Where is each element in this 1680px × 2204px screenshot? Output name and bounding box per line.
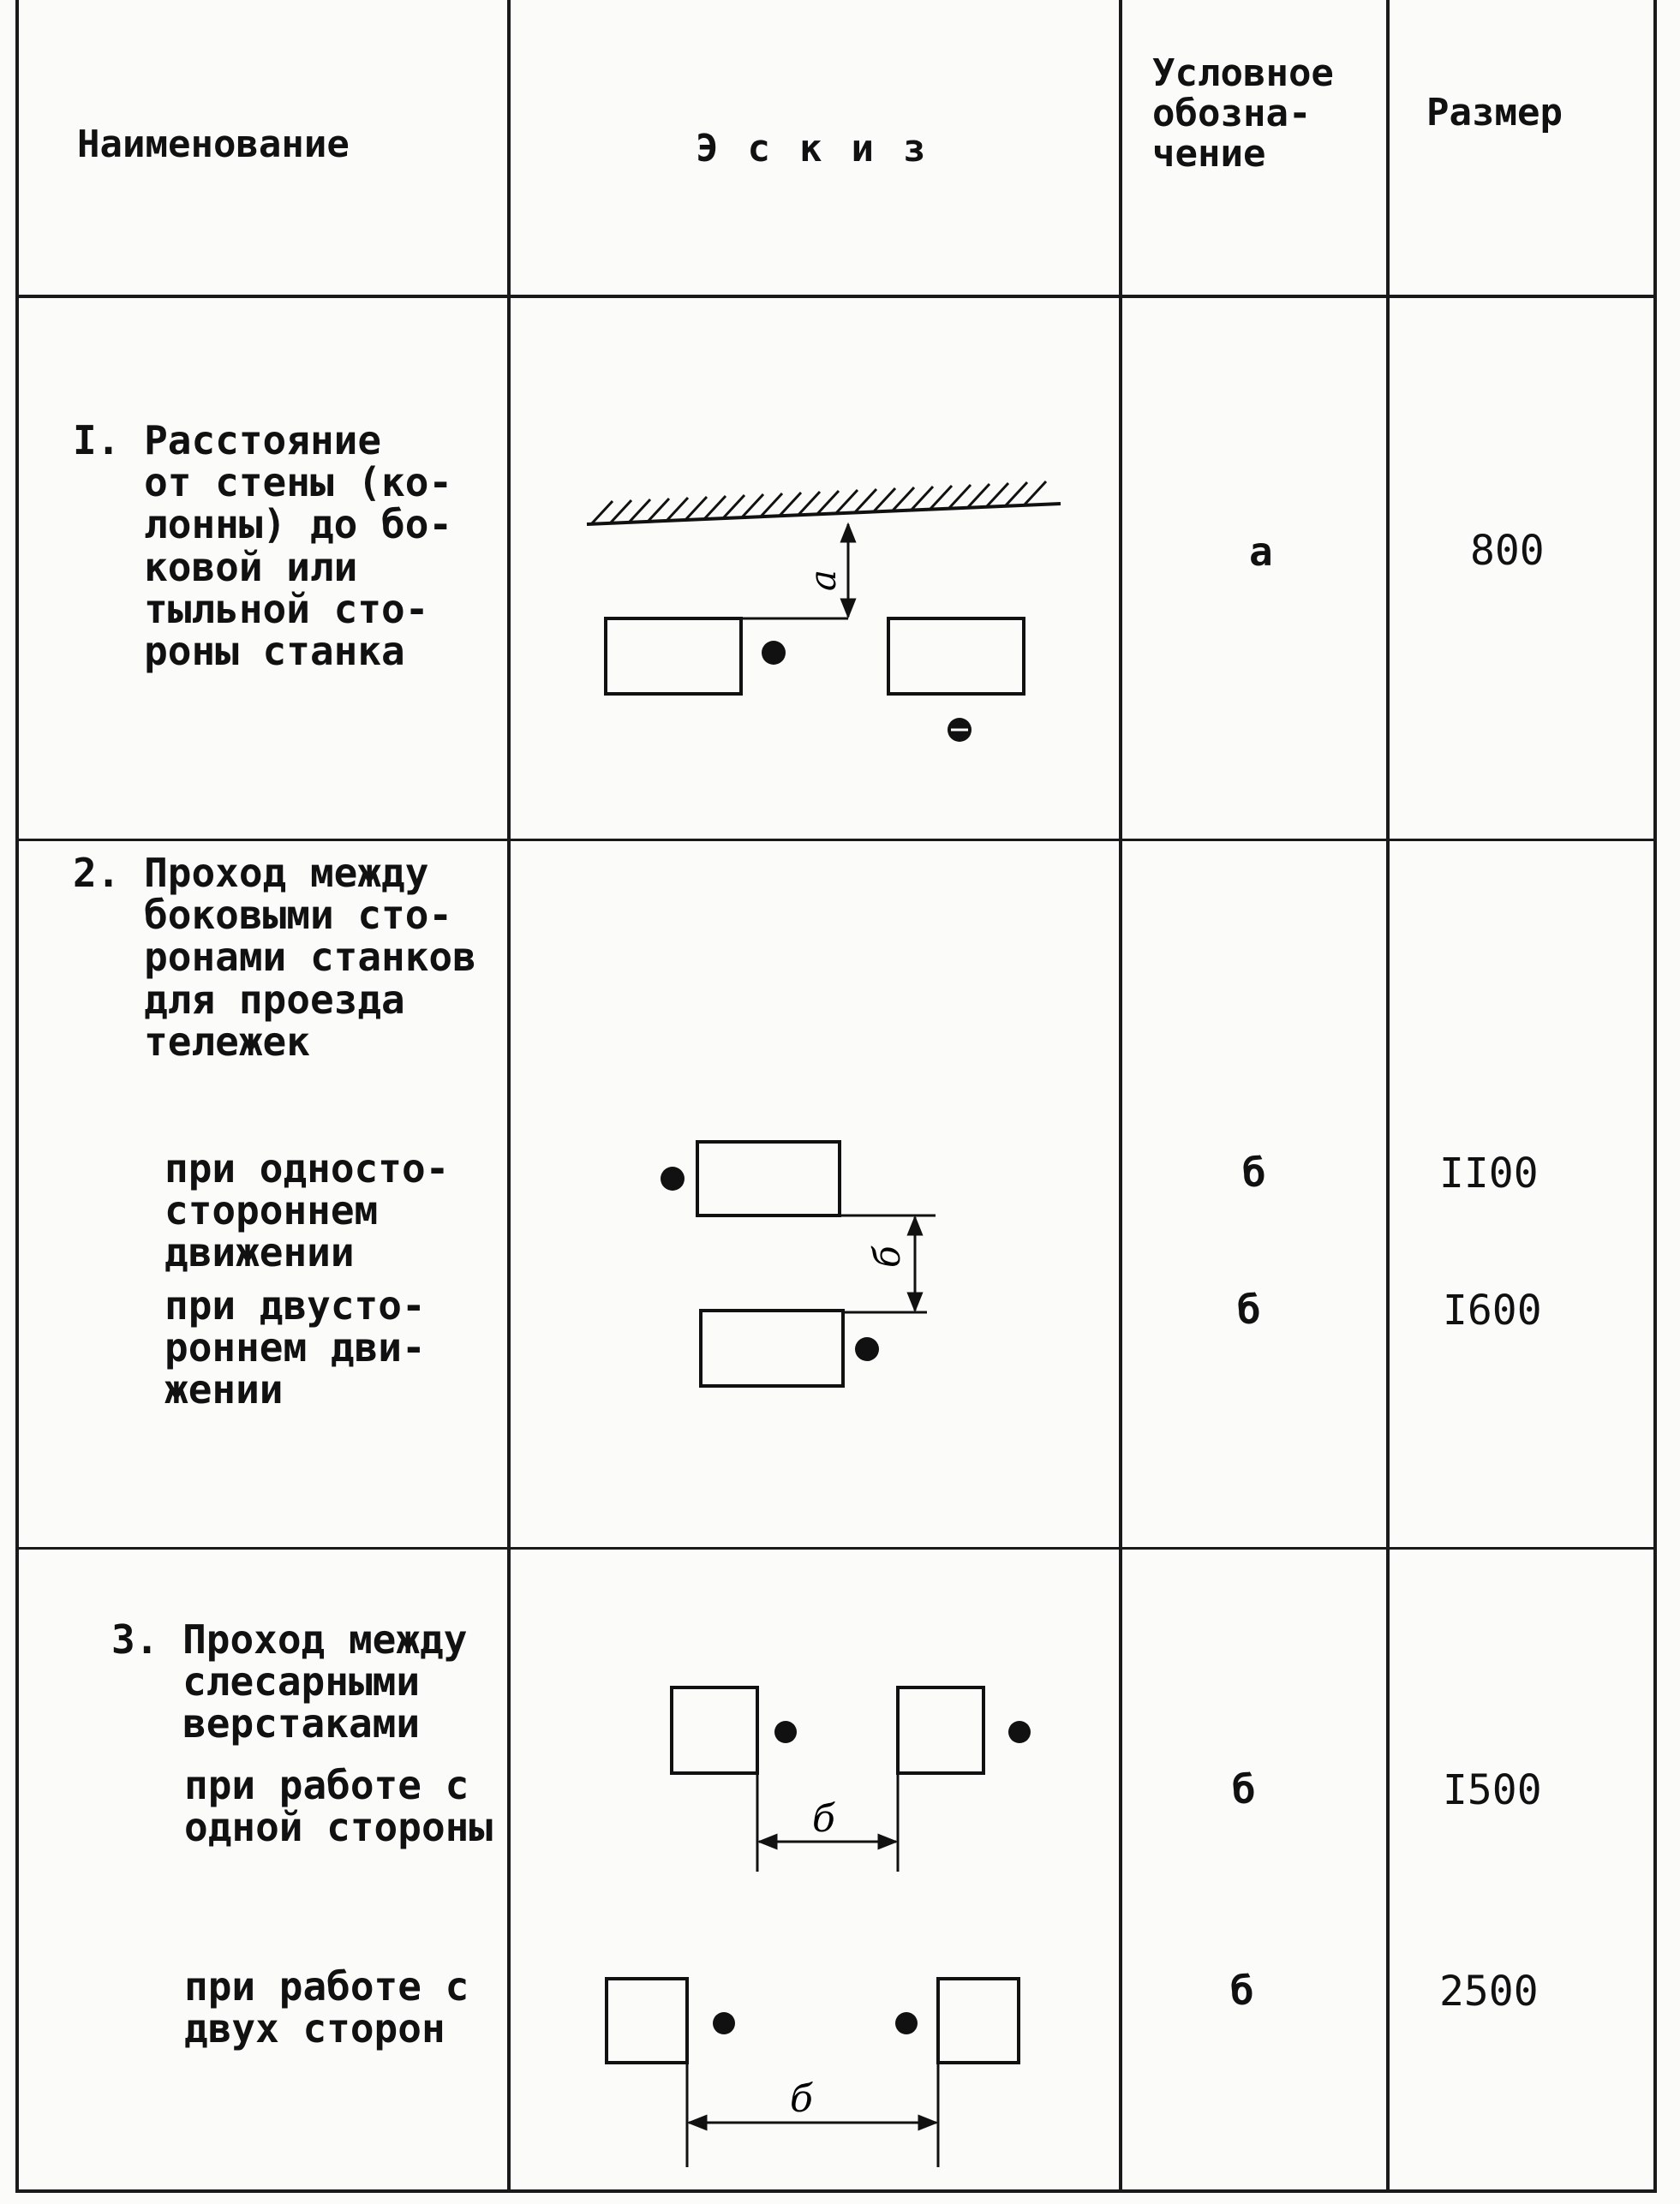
row2-sub1-size: II00 — [1439, 1150, 1539, 1198]
row2-sub1-label: при односто- стороннем движении — [164, 1145, 450, 1276]
machine-rect-right — [888, 618, 1024, 694]
machine-rect-left — [606, 618, 741, 694]
row3-sub2-symbol: б — [1230, 1968, 1254, 2014]
row2-title: 2. Проход между боковыми сто- ронами станков для проезда тележек — [73, 850, 476, 1065]
worker-marker-icon — [855, 1337, 879, 1361]
worker-marker-icon — [661, 1167, 685, 1191]
row3-sub1-size: I500 — [1443, 1766, 1542, 1814]
row1-title: I. Расстояние от стены (ко- лонны) до бо- ковой или тыльной сто- роны станка — [73, 417, 453, 675]
row3-sub2-size: 2500 — [1439, 1968, 1539, 2016]
row1-markers — [762, 641, 972, 742]
row1-dim-label: а — [802, 569, 844, 591]
row3a-markers — [774, 1721, 1031, 1743]
worker-marker-icon — [762, 641, 786, 665]
worker-marker-icon — [713, 2012, 735, 2034]
workbench-rect-right — [938, 1979, 1019, 2063]
row3-sub1-label: при работе с одной стороны — [184, 1762, 493, 1851]
row3b-markers — [713, 2012, 918, 2034]
row1-size: 800 — [1470, 527, 1545, 575]
header-symbol: Условное обозна- чение — [1152, 51, 1334, 176]
row2-markers — [661, 1167, 879, 1361]
machine-rect-bottom — [701, 1311, 843, 1386]
wall-hatching — [591, 481, 1046, 524]
row3-sketch-b — [607, 1979, 1019, 2167]
worker-marker-icon — [1008, 1721, 1031, 1743]
header-sketch: Эскиз — [696, 127, 955, 170]
row2-sub2-symbol: б — [1237, 1287, 1261, 1333]
row2-sub2-label: при двусто- роннем дви- жении — [164, 1282, 426, 1413]
workbench-rect-left — [607, 1979, 687, 2063]
row3-sub1-symbol: б — [1232, 1766, 1256, 1813]
machine-rect-top — [697, 1142, 840, 1215]
workbench-rect-right — [898, 1687, 983, 1773]
row3-sub2-label: при работе с двух сторон — [184, 1963, 469, 2052]
row3a-dim-label: б — [812, 1797, 835, 1841]
worker-marker-icon — [895, 2012, 918, 2034]
header-name: Наименование — [77, 122, 350, 166]
row2-dim-label: б — [866, 1245, 908, 1268]
row3-sketch-a — [672, 1687, 983, 1872]
header-size: Размер — [1426, 91, 1563, 134]
row1-symbol: а — [1249, 529, 1273, 575]
workbench-rect-left — [672, 1687, 757, 1773]
row2-sub1-symbol: б — [1242, 1150, 1266, 1196]
row2-sub2-size: I600 — [1443, 1287, 1542, 1335]
worker-marker-icon — [774, 1721, 797, 1743]
row3-title: 3. Проход между слесарными верстаками — [111, 1616, 468, 1747]
row3b-dim-label: б — [790, 2077, 813, 2121]
